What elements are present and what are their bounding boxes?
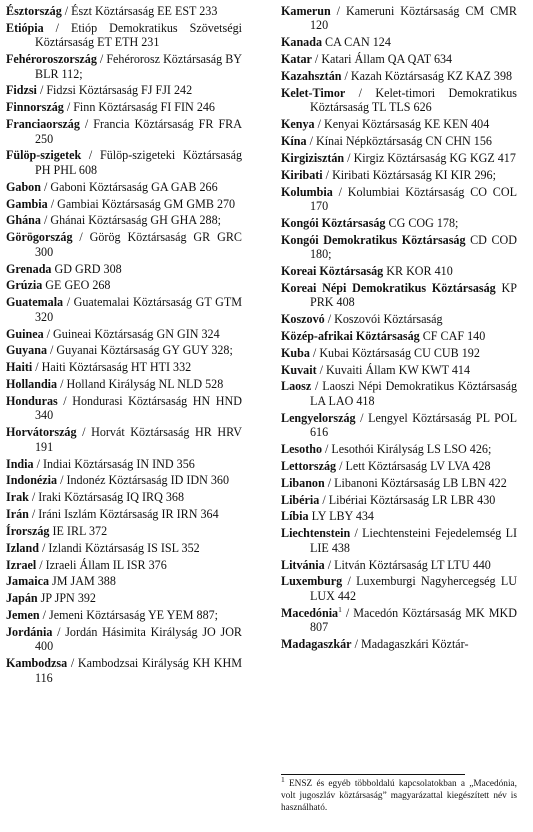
country-name: Madagaszkár — [281, 637, 352, 651]
country-entry — [6, 148, 242, 177]
country-details: / Indiai Köztársaság IN IND 356 — [33, 456, 195, 471]
country-details: / Guatemalai Köztársaság GT GTM 320 — [35, 295, 242, 324]
country-name: Kazahsztán — [281, 68, 342, 83]
country-name: Kambodzsa — [6, 656, 68, 671]
country-name: Lengyelország — [281, 410, 356, 425]
country-name: Kiribati — [281, 167, 323, 182]
country-name: Grúzia — [6, 278, 43, 293]
country-details: / Kelet-timori Demokratikus Köztársaság TL TLS 626 — [310, 85, 517, 115]
country-name: Izland — [6, 540, 39, 555]
country-entry — [281, 168, 517, 182]
country-details: / Liechtensteini Fejedelemség LI LIE 438 — [310, 526, 517, 555]
country-entry — [6, 343, 242, 357]
country-entry — [6, 100, 242, 114]
country-details: / Kínai Népköztársaság CN CHN 156 — [306, 133, 492, 148]
country-details: / Kirgiz Köztársaság KG KGZ 417 — [344, 150, 516, 165]
country-details: KR KOR 410 — [383, 263, 453, 278]
country-details: / Koszovói Köztársaság — [324, 312, 443, 327]
country-details: / Görög Köztársaság GR GRC 300 — [35, 230, 242, 259]
country-details: / Francia Köztársaság FR FRA 250 — [35, 117, 242, 146]
country-entry — [6, 21, 242, 50]
country-entry — [281, 69, 517, 83]
country-details: / Kazah Köztársaság KZ KAZ 398 — [341, 68, 513, 83]
country-details: / Macedón Köztársaság MK MKD 807 — [310, 605, 517, 635]
country-name: Görögország — [6, 230, 73, 245]
country-name: Fülöp-szigetek — [6, 148, 82, 163]
country-entry — [6, 295, 242, 324]
country-name: Kanada — [281, 35, 322, 50]
country-entry — [281, 526, 517, 555]
country-details: / Kenyai Köztársaság KE KEN 404 — [314, 117, 490, 132]
country-entry — [281, 346, 517, 360]
country-entry — [281, 151, 517, 165]
country-name: Írország — [6, 523, 50, 538]
country-name: Litvánia — [281, 557, 325, 572]
country-entry — [281, 411, 517, 440]
country-entry — [281, 185, 517, 214]
country-entry — [281, 117, 517, 131]
country-details: / Hondurasi Köztársaság HN HND 340 — [35, 393, 242, 423]
footnote — [281, 774, 517, 814]
footnote-ref: 1 — [338, 604, 342, 614]
country-name: Kelet-Timor — [281, 85, 346, 100]
country-details: / Kameruni Köztársaság CM CMR 120 — [310, 4, 517, 33]
country-details: / Kubai Köztársaság CU CUB 192 — [309, 345, 480, 360]
country-name: Franciaország — [6, 117, 80, 132]
country-details: / Luxemburgi Nagyhercegség LU LUX 442 — [310, 574, 517, 603]
country-details: / Etióp Demokratikus Szövetségi Köztársaság ET ETH 231 — [35, 20, 242, 50]
country-name: Koreai Népi Demokratikus Köztársaság — [281, 280, 496, 295]
country-name: Finnország — [6, 100, 64, 115]
country-details: / Libériai Köztársaság LR LBR 430 — [319, 492, 496, 507]
country-details: IE IRL 372 — [49, 523, 108, 538]
country-name: Jemen — [6, 608, 40, 623]
country-details: / Katari Állam QA QAT 634 — [311, 52, 453, 67]
country-name: Izrael — [6, 557, 37, 572]
country-details: LY LBY 434 — [308, 509, 374, 524]
country-name: Lettország — [281, 458, 337, 473]
country-entry — [281, 493, 517, 507]
country-entry — [6, 83, 242, 97]
country-details: / Holland Királyság NL NLD 528 — [57, 377, 224, 392]
country-name: Katar — [281, 52, 312, 67]
country-entry — [6, 656, 242, 685]
country-entry — [6, 52, 242, 81]
country-name: Japán — [6, 591, 38, 606]
country-details: KP PRK 408 — [310, 280, 517, 310]
country-name: Koreai Köztársaság — [281, 263, 384, 278]
country-name: Haiti — [6, 360, 33, 375]
country-name: Indonézia — [6, 473, 58, 488]
country-entry — [281, 476, 517, 490]
country-name: Kolumbia — [281, 184, 333, 199]
country-entry — [281, 574, 517, 603]
country-name: Koszovó — [281, 312, 325, 327]
country-entry — [6, 4, 242, 18]
country-details: / Lengyel Köztársaság PL POL 616 — [310, 410, 517, 440]
country-details: / Izraeli Állam IL ISR 376 — [36, 557, 167, 572]
country-entry — [6, 180, 242, 194]
country-name: Kirgizisztán — [281, 150, 345, 165]
country-entry — [281, 606, 517, 635]
country-details: / Madagaszkári Köztár- — [351, 637, 469, 651]
country-details: / Litván Köztársaság LT LTU 440 — [324, 557, 491, 572]
country-name: Lesotho — [281, 442, 322, 457]
country-details: / Gaboni Köztársaság GA GAB 266 — [40, 179, 218, 194]
country-name: Líbia — [281, 509, 309, 524]
country-details: / Iráni Iszlám Köztársaság IR IRN 364 — [28, 507, 219, 522]
country-entry — [281, 4, 517, 33]
country-details: CA CAN 124 — [322, 35, 391, 50]
country-name: Macedónia — [281, 605, 339, 620]
country-details: / Kiribati Köztársaság KI KIR 296; — [322, 167, 496, 182]
country-details: / Ghánai Köztársaság GH GHA 288; — [40, 213, 221, 228]
country-name: Guyana — [6, 343, 47, 358]
country-name: Ghána — [6, 213, 41, 228]
country-entry — [6, 117, 242, 146]
country-entry — [6, 197, 242, 211]
country-entry — [6, 327, 242, 341]
country-name: Hollandia — [6, 377, 58, 392]
country-entry — [281, 86, 517, 115]
country-details: / Lett Köztársaság LV LVA 428 — [336, 458, 491, 473]
country-name: India — [6, 456, 34, 471]
country-name: Irán — [6, 507, 29, 522]
country-details: / Észt Köztársaság EE EST 233 — [61, 4, 218, 18]
country-name: Közép-afrikai Köztársaság — [281, 328, 420, 343]
country-details: / Laoszi Népi Demokratikus Köztársaság LA LAO 418 — [310, 379, 517, 408]
country-entry — [281, 216, 517, 230]
country-entry — [6, 230, 242, 259]
country-name: Guinea — [6, 326, 44, 341]
country-entry — [6, 558, 242, 572]
country-entry — [281, 558, 517, 572]
country-entry — [6, 213, 242, 227]
right-column — [281, 4, 517, 654]
country-entry — [6, 360, 242, 374]
country-details: / Lesothói Királyság LS LSO 426; — [322, 442, 492, 457]
country-name: Kína — [281, 133, 307, 148]
country-name: Irak — [6, 490, 29, 505]
country-name: Jordánia — [6, 624, 53, 639]
country-entry — [6, 608, 242, 622]
country-name: Fidzsi — [6, 83, 37, 98]
country-details: GD GRD 308 — [51, 261, 122, 276]
country-name: Liechtenstein — [281, 526, 351, 541]
country-entry — [281, 52, 517, 66]
country-details: / Horvát Köztársaság HR HRV 191 — [35, 425, 242, 454]
country-name: Kuvait — [281, 362, 317, 377]
country-entry — [281, 637, 517, 651]
country-name: Kuba — [281, 345, 310, 360]
country-details: GE GEO 268 — [42, 278, 111, 293]
country-details: / Guyanai Köztársaság GY GUY 328; — [47, 343, 233, 358]
left-column — [6, 4, 242, 688]
country-name: Jamaica — [6, 574, 49, 589]
country-entry — [281, 459, 517, 473]
footnote-marker: 1 — [281, 774, 285, 784]
country-details: / Guineai Köztársaság GN GIN 324 — [43, 326, 220, 341]
country-entry — [281, 134, 517, 148]
country-details: CG COG 178; — [385, 215, 459, 230]
country-name: Libanon — [281, 475, 325, 490]
country-entry — [6, 574, 242, 588]
country-details: / Fidzsi Köztársaság FJ FJI 242 — [36, 83, 193, 98]
country-entry — [6, 262, 242, 276]
country-name: Kongói Köztársaság — [281, 215, 386, 230]
country-name: Grenada — [6, 261, 52, 276]
country-details: / Jordán Hásimita Királyság JO JOR 400 — [35, 624, 242, 654]
country-details: / Jemeni Köztársaság YE YEM 887; — [39, 608, 219, 623]
country-entry — [281, 442, 517, 456]
country-entry — [6, 490, 242, 504]
country-name: Guatemala — [6, 295, 64, 310]
country-details: / Kambodzsai Királyság KH KHM 116 — [35, 656, 242, 685]
country-name: Laosz — [281, 379, 312, 394]
country-entry — [281, 509, 517, 523]
country-details: / Kolumbiai Köztársaság CO COL 170 — [310, 184, 517, 213]
country-details: JM JAM 388 — [49, 574, 116, 589]
country-details: / Libanoni Köztársaság LB LBN 422 — [324, 475, 507, 490]
country-entry — [6, 377, 242, 391]
country-details: / Indonéz Köztársaság ID IDN 360 — [57, 473, 230, 488]
country-name: Etiópia — [6, 20, 44, 35]
country-entry — [281, 312, 517, 326]
country-details: / Haiti Köztársaság HT HTI 332 — [32, 360, 192, 375]
country-entry — [281, 264, 517, 278]
country-details: / Fehérorosz Köztársaság BY BLR 112; — [35, 52, 242, 81]
country-details: / Kuvaiti Állam KW KWT 414 — [316, 362, 471, 377]
country-entry — [281, 329, 517, 343]
country-entry — [6, 541, 242, 555]
country-name: Horvátország — [6, 425, 77, 440]
footnote-text: ENSZ és egyéb többoldalú kapcsolatokban a „Macedónia, volt jugoszláv köztársaság” magyarázattal kiegészített név is használható. — [281, 779, 517, 813]
country-details: / Finn Köztársaság FI FIN 246 — [63, 100, 215, 115]
country-details: / Iraki Köztársaság IQ IRQ 368 — [28, 490, 185, 505]
country-entry — [6, 394, 242, 423]
country-details: / Gambiai Köztársaság GM GMB 270 — [47, 196, 236, 211]
country-name: Gabon — [6, 179, 41, 194]
country-details: / Fülöp-szigeteki Köztársaság PH PHL 608 — [35, 148, 242, 177]
country-entry — [6, 457, 242, 471]
country-name: Kongói Demokratikus Köztársaság — [281, 232, 466, 247]
country-name: Gambia — [6, 196, 48, 211]
country-entry — [6, 473, 242, 487]
country-name: Fehéroroszország — [6, 52, 97, 67]
country-details: CF CAF 140 — [419, 328, 486, 343]
country-details: / Izlandi Köztársaság IS ISL 352 — [38, 540, 200, 555]
country-entry — [281, 233, 517, 262]
country-entry — [6, 625, 242, 654]
footnote-rule — [281, 774, 465, 775]
country-name: Libéria — [281, 492, 320, 507]
country-details: CD COD 180; — [310, 232, 517, 262]
country-entry — [281, 35, 517, 49]
country-entry — [6, 278, 242, 292]
country-entry — [6, 591, 242, 605]
country-name: Luxemburg — [281, 574, 343, 589]
country-entry — [281, 363, 517, 377]
country-entry — [281, 379, 517, 408]
country-name: Kamerun — [281, 4, 331, 18]
country-entry — [6, 425, 242, 454]
country-entry — [281, 281, 517, 310]
country-entry — [6, 507, 242, 521]
country-name: Honduras — [6, 393, 58, 408]
country-details: JP JPN 392 — [37, 591, 96, 606]
country-entry — [6, 524, 242, 538]
country-name: Kenya — [281, 117, 315, 132]
country-name: Észtország — [6, 4, 62, 18]
